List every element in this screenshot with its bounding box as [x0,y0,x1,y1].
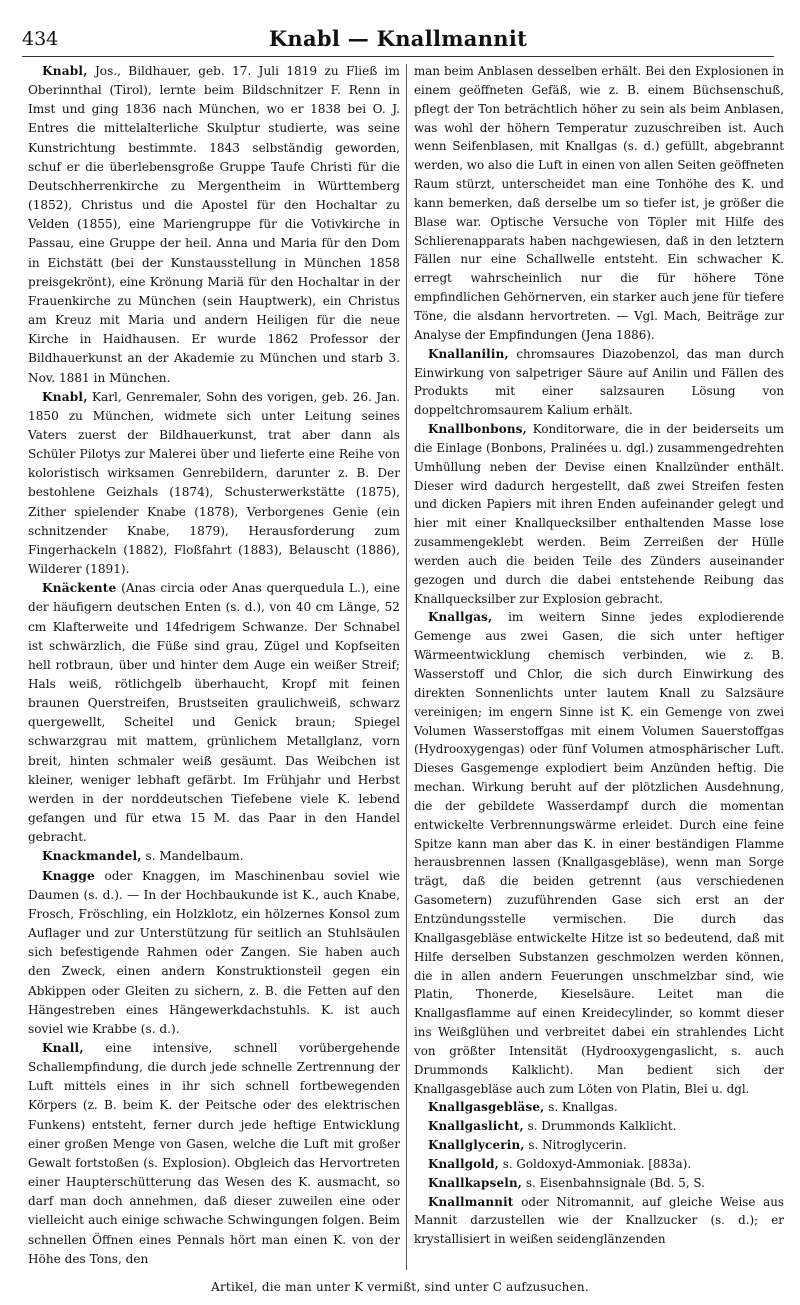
header-rule [22,56,774,57]
dictionary-entry [28,1039,400,1269]
entry-text: s. Mandelbaum. [141,849,244,864]
entry-headword: Knall, [42,1040,84,1055]
entry-headword: Knallanilin, [428,346,509,361]
entry-headword: Knäckente [42,581,117,596]
entry-text: s. Knallgas. [544,1100,618,1115]
entry-text: oder Nitromannit, auf gleiche Weise aus Mannit darzustellen wie der Knallzucker (s. d.); er krystallisiert in weißen seidenglänzenden [414,1194,784,1247]
right-column [414,62,784,1272]
dictionary-entry [28,847,400,866]
entry-text: eine intensive, schnell vorübergehende Schallempfindung, die durch jede schnelle Zertrennung der Luft mittels eines in ihr sich schnell fortbewegenden Körpers (z. B. beim K. der Peitsche oder des elektrischen Funkens) entsteht, ferner durch jede heftige Entwicklung einer großen Menge von Gasen, welche die Luft mit großer Gewalt fortstoßen (s. Explosion). Obgleich das Hervortreten einer Haupterschütterung das Wesen des K. ausmacht, so darf man doch annehmen, daß dieser zuweilen eine oder vielleicht auch einige schwache Schwingungen folgen. Beim schnellen Öffnen eines Pennals hört man einen K. von der Höhe des Tons, den [28,1040,400,1266]
entry-text: man beim Anblasen desselben erhält. Bei den Explosionen in einem geöffneten Gefäß, wie z. B. einem Büchsenschuß, pflegt der Ton beträchtlich höher zu sein als beim Anblasen, was wohl der höhern Temperatur zuzuschreiben ist. Auch wenn Seifenblasen, mit Knallgas (s. d.) gefüllt, abgebrannt werden, wo also die Luft in einen von allen Seiten geöffneten Raum stürzt, unterscheidet man eine Tonhöhe des K. und kann bemerken, daß derselbe um so tiefer ist, je größer die Blase war. Optische Versuche von Töpler mit Hilfe des Schlierenapparats haben nachgewiesen, daß in den letztern Fällen nur eine Schallwelle entsteht. Ein schwacher K. erregt wahrscheinlich nur die für höhere Töne empfindlichen Gehörnerven, ein starker auch jene für tiefere Töne, die alsdann hervortreten. — Vgl. Mach, Beiträge zur Analyse der Empfindungen (Jena 1886). [414,64,784,342]
dictionary-entry [414,62,784,345]
entry-text: s. Goldoxyd-Ammoniak. [883a). [498,1156,692,1171]
page-footer: Artikel, die man unter K vermißt, sind unter C aufzusuchen. [211,1280,589,1294]
entry-headword: Knackmandel, [42,849,142,864]
entry-text: oder Knaggen, im Maschinenbau soviel wie Daumen (s. d.). — In der Hochbaukunde ist K., auch Knabe, Frosch, Fröschling, ein Holzklotz, ein hölzernes Konsol zum Auflager und zur Unterstützung für seitlich an Stuhlsäulen sich befestigende Rahmen oder Zangen. Sie haben auch den Zweck, einen andern Konstruktionsteil gegen ein Abkippen oder Gleiten zu sichern, z. B. die Fetten auf den Hängestreben eines Hängewerkdachstuhls. K. ist auch soviel wie Krabbe (s. d.). [28,868,400,1036]
entry-text: chromsaures Diazobenzol, das man durch Einwirkung von salpetriger Säure auf Anilin und Fällen des Produkts mit einer salzsauren Lösung von doppeltchromsaurem Kalium erhält. [414,346,784,418]
page-number: 434 [22,28,59,50]
dictionary-entry [414,1174,784,1193]
dictionary-entry [414,608,784,1098]
dictionary-entry [414,1117,784,1136]
entry-text: (Anas circia oder Anas querquedula L.), eine der häufigern deutschen Enten (s. d.), von 40 cm Länge, 52 cm Klafterweite und 14fedrigem Schwanze. Der Schnabel ist schwärzlich, die Füße sind grau, Zügel und Kopfseiten hell rotbraun, über und hinter dem Auge ein weißer Streif; Hals weiß, rötlichgelb überhaucht, Kropf mit feinen braunen Querstreifen, Brustseiten graulichweiß, schwarz quergewellt, Scheitel und Genick braun; Spiegel schwarzgrau mit mattem, grünlichem Metallglanz, vorn breit, hinten schmaler weiß gesäumt. Das Weibchen ist kleiner, weniger lebhaft gefärbt. Im Frühjahr und Herbst werden in der norddeutschen Tiefebene viele K. lebend gefangen und für etwa 15 M. das Paar in den Handel gebracht. [28,581,400,845]
entry-headword: Knallgas, [428,610,493,625]
left-column [28,62,400,1272]
dictionary-entry [28,867,400,1039]
dictionary-entry [28,62,400,388]
dictionary-entry [414,1193,784,1250]
dictionary-entry [28,579,400,847]
entry-text: s. Eisenbahnsignale (Bd. 5, S. [522,1175,705,1190]
entry-headword: Knallglycerin, [428,1138,525,1153]
running-title: Knabl — Knallmannit [268,26,528,51]
entry-text: Karl, Genremaler, Sohn des vorigen, geb. 26. Jan. 1850 zu München, widmete sich unter Leitung seines Vaters zuerst der Bildhauerkunst, trat aber dann als Schüler Pilotys zur Malerei über und lieferte eine Reihe von koloristisch wirksamen Genrebildern, darunter z. B. Der bestohlene Geizhals (1874), Schusterwerkstätte (1875), Zither spielender Knabe (1878), Verborgenes Genie (ein schnitzender Knabe, 1879), Herausforderung zum Fingerhackeln (1882), Floßfahrt (1883), Belauscht (1886), Wilderer (1891). [28,389,400,577]
dictionary-entry [414,1136,784,1155]
entry-headword: Knabl, [42,64,88,78]
entry-headword: Knagge [42,868,95,883]
dictionary-entry [28,388,400,580]
entry-text: im weitern Sinne jedes explodierende Gemenge aus zwei Gasen, die sich unter heftiger Wärmeentwicklung chemisch verbinden, wie z. B. Wasserstoff und Chlor, die sich durch Einwirkung des direkten Sonnenlichts unter lautem Knall zu Salzsäure vereinigen; im engern Sinne ist K. ein Gemenge von zwei Volumen Wasserstoffgas mit einem Volumen Sauerstoffgas (Hydrooxygengas) oder fünf Volumen atmosphärischer Luft. Dieses Gasgemenge explodiert beim Anzünden heftig. Die mechan. Wirkung beruht auf der plötzlichen Ausdehnung, die der gebildete Wasserdampf durch die momentan entwickelte Verbrennungswärme erleidet. Durch eine feine Spitze kann man aber das K. in einer beständigen Flamme herausbrennen lassen (Knallgasgebläse), wenn man Sorge trägt, daß die beiden getrennt (aus verschiedenen Gasometern) zuzuführenden Gase sich erst an der Entzündungsstelle vermischen. Die durch das Knallgasgebläse entwickelte Hitze ist so bedeutend, daß mit Hilfe derselben Substanzen geschmolzen werden können, die in allen andern Feuerungen unschmelzbar sind, wie Platin, Thonerde, Kieselsäure. Leitet man die Knallgasflamme auf einen Kreidecylinder, so kommt dieser ins Weißglühen und verbreitet dabei ein strahlendes Licht von größter Intensität (Hydrooxygengaslicht, s. auch Drummonds Kalklicht). Man bedient sich der Knallgasgebläse auch zum Löten von Platin, Blei u. dgl. [414,610,784,1096]
dictionary-entry [414,1155,784,1174]
entry-text: s. Drummonds Kalklicht. [523,1119,677,1134]
entry-headword: Knallgold, [428,1156,499,1171]
column-divider [406,64,407,1270]
entry-headword: Knallgasgebläse, [428,1100,545,1115]
entry-headword: Knallgaslicht, [428,1119,524,1134]
entry-headword: Knabl, [42,389,88,404]
dictionary-entry [414,345,784,420]
entry-headword: Knallmannit [428,1194,514,1209]
dictionary-entry [414,420,784,608]
entry-text: Konditorware, die in der beiderseits um die Einlage (Bonbons, Pralinées u. dgl.) zusammengedrehten Umhüllung neben der Devise einen Knallzünder enthält. Dieser wird dadurch hergestellt, daß zwei Streifen festen und dicken Papiers mit ihren Enden aufeinander gelegt und hier mit einer Knallquecksilber enthaltenden Masse lose zusammengeklebt werden. Beim Zerreißen der Hülle werden auch die beiden Teile des Zünders auseinander gezogen und durch die dabei entstehende Reibung das Knallquecksilber zur Explosion gebracht. [414,422,784,606]
entry-headword: Knallkapseln, [428,1175,523,1190]
dictionary-entry [414,1098,784,1117]
entry-headword: Knallbonbons, [428,422,527,437]
page-header [22,26,774,56]
entry-text: s. Nitroglycerin. [524,1138,627,1153]
entry-text: Jos., Bildhauer, geb. 17. Juli 1819 zu Fließ im Oberinnthal (Tirol), lernte beim Bildschnitzer F. Renn in Imst und ging 1836 nach München, wo er 1838 bei O. J. Entres die mittelalterliche Skulptur studierte, was seine Kunstrichtung bestimmte. 1843 selbständig geworden, schuf er die überlebensgroße Gruppe Taufe Christi für die Deutschherrenkirche zu Mergentheim in Württemberg (1852), Christus und die Apostel für den Hochaltar zu Velden (1855), eine Mariengruppe für die Votivkirche in Passau, eine Gruppe der heil. Anna und Maria für den Dom in Eichstätt (bei der Kunstausstellung in München 1858 preisgekrönt), eine Krönung Mariä für den Hochaltar in der Frauenkirche zu München (sein Hauptwerk), ein Christus am Kreuz mit Maria und andern Heiligen für die neue Kirche in Haidhausen. Er wurde 1862 Professor der Bildhauerkunst an der Akademie zu München und starb 3. Nov. 1881 in München. [28,64,400,385]
